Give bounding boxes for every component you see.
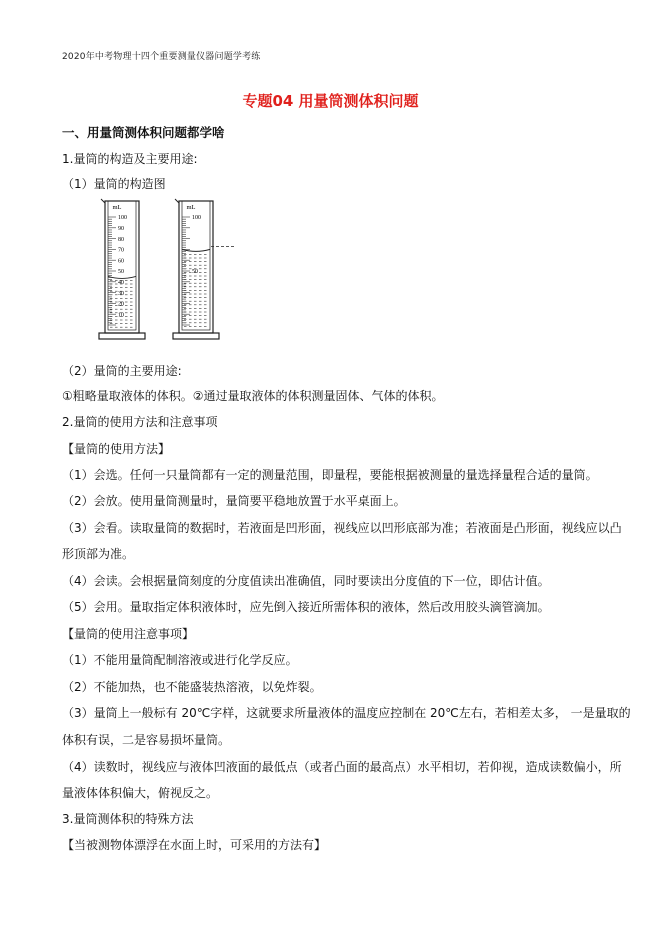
method-1: （1）会选。任何一只量筒都有一定的测量范围，即量程，要能根据被测量的量选择量程合适的量筒。 — [62, 468, 598, 482]
tick-label-right: 50 — [192, 269, 198, 276]
note-1: （1）不能用量筒配制溶液或进行化学反应。 — [62, 653, 298, 667]
unit-left: mL — [112, 204, 122, 211]
tick-label-left: 40 — [118, 280, 124, 286]
measuring-cylinder-figure — [95, 195, 245, 345]
tick-label-left: 20 — [118, 301, 124, 308]
note-2: （2）不能加热，也不能盛装热溶液，以免炸裂。 — [62, 680, 322, 694]
right-cylinder — [173, 199, 235, 339]
note-4b: 量液体体积偏大，俯视反之。 — [62, 786, 219, 800]
tick-label-left: 100 — [118, 215, 127, 222]
page-title: 专题04 用量筒测体积问题 — [242, 92, 419, 110]
tick-label-left: 90 — [118, 226, 124, 232]
tick-label-left: 60 — [118, 258, 124, 265]
method-5: （5）会用。量取指定体积液体时，应先倒入接近所需体积的液体，然后改用胶头滴管滴加。 — [62, 600, 550, 614]
uses-text: ①粗略量取液体的体积。②通过量取液体的体积测量固体、气体的体积。 — [62, 389, 444, 403]
left-cylinder — [99, 199, 145, 339]
liquid-right — [184, 254, 207, 326]
tick-label-left: 50 — [118, 269, 124, 276]
tick-label-left: 80 — [118, 236, 124, 243]
tick-label-right: 100 — [192, 215, 201, 222]
tick-label-left: 10 — [118, 312, 124, 319]
subsection-1-1: （1）量筒的构造图 — [62, 177, 166, 191]
method-2: （2）会放。使用量筒测量时，量筒要平稳地放置于水平桌面上。 — [62, 494, 406, 508]
method-heading: 【量筒的使用方法】 — [62, 442, 171, 456]
tick-label-left: 30 — [118, 290, 124, 297]
method-3b: 形顶部为准。 — [62, 547, 135, 561]
page-header: 2020年中考物理十四个重要测量仪器问题学考练 — [62, 52, 261, 62]
unit-right: mL — [186, 204, 196, 211]
method-4: （4）会读。会根据量筒刻度的分度值读出准确值，同时要读出分度值的下一位，即估计值。 — [62, 574, 550, 588]
note-4a: （4）读数时，视线应与液体凹液面的最低点（或者凸面的最高点）水平相切，若仰视，造成读数偏小，所 — [62, 760, 622, 774]
section-heading: 一、用量筒测体积问题都学啥 — [62, 125, 225, 140]
notes-heading: 【量筒的使用注意事项】 — [62, 627, 195, 641]
method-3a: （3）会看。读取量筒的数据时，若液面是凹形面，视线应以凹形底部为准；若液面是凸形面，视线应以凸 — [62, 521, 622, 535]
note-3b: 体积有误，二是容易损坏量筒。 — [62, 733, 231, 747]
tick-label-left: 70 — [118, 247, 124, 254]
subsection-1-2: （2）量筒的主要用途: — [62, 364, 182, 378]
subsection-3: 3.量筒测体积的特殊方法 — [62, 812, 194, 826]
subsection-2: 2.量筒的使用方法和注意事项 — [62, 415, 218, 429]
floating-method-heading: 【当被测物体漂浮在水面上时，可采用的方法有】 — [62, 838, 327, 852]
subsection-1: 1.量筒的构造及主要用途: — [62, 152, 198, 166]
note-3a: （3）量筒上一般标有 20℃字样，这就要求所量液体的温度应控制在 20℃左右，若相差太多， 一是量取的 — [62, 706, 631, 720]
